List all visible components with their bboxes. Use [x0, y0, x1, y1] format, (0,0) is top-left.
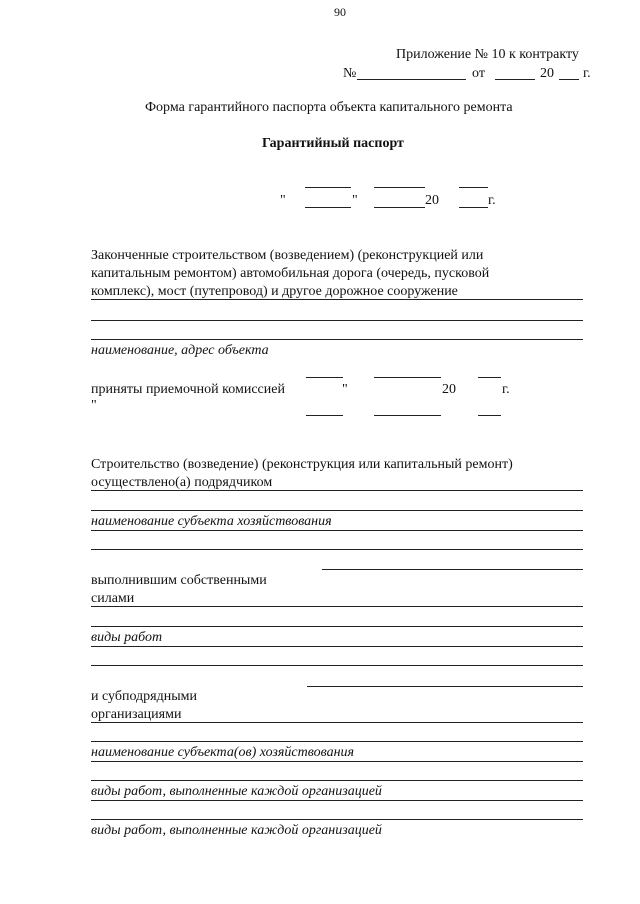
date-month-blank: [374, 207, 425, 208]
subcontract-line-7: [91, 819, 583, 820]
contract-year-blank: [559, 79, 579, 80]
acceptance-label: приняты приемочной комиссией: [91, 382, 285, 397]
subcontract-line-6: [91, 800, 583, 801]
section1-line1: Законченные строительством (возведением) (реконструкцией или: [91, 248, 484, 263]
object-name-line-1: [91, 299, 583, 300]
section2-line1: Строительство (возведение) (реконструкция или капитальный ремонт): [91, 457, 513, 472]
own-works-caption: виды работ: [91, 630, 163, 645]
section3-line1: выполнившим собственными: [91, 573, 267, 588]
section1-line3: комплекс), мост (путепровод) и другое дорожное сооружение: [91, 284, 458, 299]
contractor-line-4: [91, 549, 583, 550]
contract-no-blank: [357, 79, 466, 80]
section2-line2: осуществлено(а) подрядчиком: [91, 475, 273, 490]
section4-line1: и субподрядными: [91, 689, 197, 704]
contractor-line-3: [91, 530, 583, 531]
sub-works-caption-2: виды работ, выполненные каждой организацией: [91, 823, 382, 838]
contract-day-blank: [495, 79, 535, 80]
accept-year-prefix: 20: [442, 382, 456, 397]
date-month-blank-top: [374, 187, 425, 188]
accept-month-blank: [374, 415, 441, 416]
section4-line2: организациями: [91, 707, 182, 722]
accept-day-blank-top: [306, 377, 343, 378]
form-title: Форма гарантийного паспорта объекта капитального ремонта: [145, 100, 513, 115]
own-forces-line-2: [91, 606, 583, 607]
contract-year-prefix: 20: [540, 66, 554, 81]
section1-line2: капитальным ремонтом) автомобильная дорога (очередь, пусковой: [91, 266, 490, 281]
own-forces-line-4: [91, 646, 583, 647]
doc-title: Гарантийный паспорт: [262, 136, 404, 151]
contract-no-label: №: [343, 66, 357, 81]
date-year-blank-top: [459, 187, 488, 188]
date-year-suffix: г.: [488, 193, 496, 208]
own-forces-line-5: [91, 665, 583, 666]
subcontract-line-1: [307, 686, 583, 687]
accept-quote-open: ": [91, 398, 97, 413]
page-number: 90: [334, 5, 346, 19]
date-quote-close: ": [352, 193, 358, 208]
contractor-caption: наименование субъекта хозяйствования: [91, 514, 332, 529]
subcontract-line-5: [91, 780, 583, 781]
contractor-line-2: [91, 510, 583, 511]
accept-year-suffix: г.: [502, 382, 510, 397]
own-forces-line-3: [91, 626, 583, 627]
object-name-caption: наименование, адрес объекта: [91, 343, 269, 358]
contractor-line-1: [91, 490, 583, 491]
object-name-line-2: [91, 320, 583, 321]
sub-works-caption-1: виды работ, выполненные каждой организацией: [91, 784, 382, 799]
subcontract-line-3: [91, 741, 583, 742]
accept-day-blank: [306, 415, 343, 416]
subcontract-line-2: [91, 722, 583, 723]
accept-year-blank: [478, 415, 501, 416]
section3-line2: силами: [91, 591, 135, 606]
object-name-line-3: [91, 339, 583, 340]
date-year-prefix: 20: [425, 193, 439, 208]
accept-month-blank-top: [374, 377, 441, 378]
date-day-blank: [305, 207, 351, 208]
contract-from: от: [472, 66, 485, 81]
subcontract-line-4: [91, 761, 583, 762]
own-forces-line-1: [322, 569, 583, 570]
date-quote-open: ": [280, 193, 286, 208]
appendix-line: Приложение № 10 к контракту: [396, 47, 579, 62]
accept-year-blank-top: [478, 377, 501, 378]
accept-quote-close: ": [342, 382, 348, 397]
date-day-blank-top: [305, 187, 351, 188]
date-year-blank: [459, 207, 488, 208]
contract-year-suffix: г.: [583, 66, 591, 81]
subcontractors-caption: наименование субъекта(ов) хозяйствования: [91, 745, 355, 760]
